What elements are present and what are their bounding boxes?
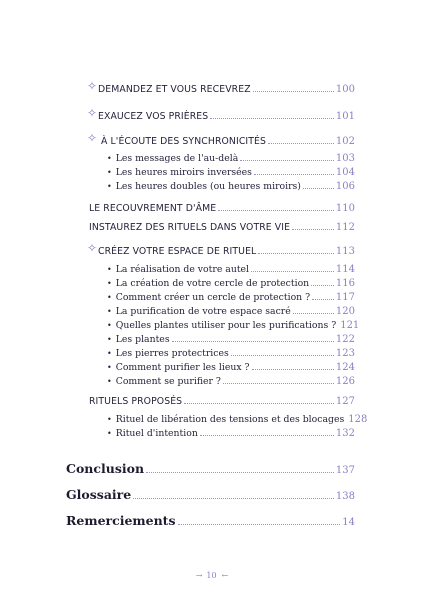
toc-subentry[interactable] (107, 292, 355, 303)
toc-entry-label: RITUELS PROPOSÉS (89, 396, 183, 407)
leader-dots (218, 209, 334, 211)
toc-entry-label: Rituel d'intention (115, 428, 198, 439)
toc-entry-label: DEMANDEZ ET VOUS RECEVREZ (98, 84, 251, 95)
toc-subentry[interactable] (107, 306, 355, 317)
toc-subentry[interactable] (107, 181, 355, 192)
toc-subentry[interactable] (107, 153, 355, 164)
leader-dots (240, 159, 334, 161)
toc-entry-label: LE RECOUVREMENT D'ÂME (89, 203, 217, 214)
toc-entry-page: 137 (335, 465, 355, 476)
toc-entry-label: Les plantes (115, 334, 170, 345)
toc-subentry[interactable] (107, 167, 355, 178)
toc-entry-demandez[interactable] (98, 84, 355, 95)
bullet-icon: • (107, 307, 112, 316)
toc-entry-label: EXAUCEZ VOS PRIÈRES (98, 111, 209, 122)
bullet-icon: • (107, 349, 112, 358)
toc-entry-label: Les messages de l'au-delà (115, 153, 239, 164)
leader-dots (311, 284, 334, 286)
leader-dots (223, 382, 334, 384)
bullet-icon: • (107, 377, 112, 386)
page-number: 10 (206, 571, 217, 580)
sparkle-icon: ✧ (87, 79, 98, 93)
leader-dots (252, 368, 334, 370)
toc-entry-page: 104 (335, 167, 355, 178)
toc-entry-label: Comment créer un cercle de protection ? (115, 292, 311, 303)
toc-entry-label: Glossaire (66, 487, 132, 502)
toc-subentry[interactable] (107, 320, 360, 331)
toc-entry-label: Les heures doubles (ou heures miroirs) (115, 181, 301, 192)
bullet-icon: • (107, 415, 112, 424)
toc-entry-label: La création de votre cercle de protection (115, 278, 310, 289)
toc-subentry[interactable] (107, 414, 368, 425)
toc-entry-page: 117 (335, 292, 355, 303)
leader-dots (258, 252, 334, 254)
toc-subentry[interactable] (107, 348, 355, 359)
toc-entry-synchronicites[interactable] (101, 136, 355, 147)
toc-subentry[interactable] (107, 362, 355, 373)
leader-dots (231, 354, 334, 356)
toc-entry-label: Les heures miroirs inversées (115, 167, 252, 178)
toc-entry-page: 123 (335, 348, 355, 359)
leader-dots (268, 142, 334, 144)
toc-subentry[interactable] (107, 334, 355, 345)
toc-subentry[interactable] (107, 278, 355, 289)
toc-entry-creez[interactable] (98, 246, 355, 257)
toc-entry-page: 116 (335, 278, 355, 289)
toc-entry-page: 138 (335, 491, 355, 502)
leader-dots (312, 298, 334, 300)
toc-subentry[interactable] (107, 264, 355, 275)
toc-entry-label: Rituel de libération des tensions et des blocages (115, 414, 345, 425)
toc-entry-label: CRÉEZ VOTRE ESPACE DE RITUEL (98, 246, 257, 257)
bullet-icon: • (107, 335, 112, 344)
leader-dots (251, 270, 334, 272)
toc-entry-label: Comment se purifier ? (115, 376, 221, 387)
sparkle-icon: ✧ (87, 106, 98, 120)
bullet-icon: • (107, 182, 112, 191)
bullet-icon: • (107, 363, 112, 372)
leader-dots (303, 187, 334, 189)
toc-entry-instaurez[interactable] (89, 222, 355, 233)
sparkle-icon: ✧ (87, 241, 98, 255)
toc-entry-page: 110 (335, 203, 355, 214)
toc-entry-conclusion[interactable] (66, 461, 355, 476)
toc-entry-page: 122 (335, 334, 355, 345)
bullet-icon: • (107, 168, 112, 177)
leader-dots (133, 497, 334, 499)
toc-entry-label: Comment purifier les lieux ? (115, 362, 250, 373)
bullet-icon: • (107, 154, 112, 163)
bullet-icon: • (107, 293, 112, 302)
toc-entry-page: 101 (335, 111, 355, 122)
toc-entry-label: La réalisation de votre autel (115, 264, 250, 275)
toc-entry-page: 121 (340, 320, 360, 331)
toc-entry-page: 102 (335, 136, 355, 147)
toc-entry-rituels-proposes[interactable] (89, 396, 355, 407)
toc-entry-label: Quelles plantes utiliser pour les purifications ? (115, 320, 337, 331)
toc-subentry[interactable] (107, 376, 355, 387)
bullet-icon: • (107, 279, 112, 288)
arrow-left-icon: ← (221, 571, 228, 580)
toc-entry-label: INSTAUREZ DES RITUELS DANS VOTRE VIE (89, 222, 291, 233)
bullet-icon: • (107, 429, 112, 438)
toc-entry-page: 112 (335, 222, 355, 233)
arrow-right-icon: → (195, 571, 202, 580)
leader-dots (184, 402, 334, 404)
bullet-icon: • (107, 265, 112, 274)
leader-dots (254, 173, 334, 175)
toc-entry-page: 103 (335, 153, 355, 164)
toc-entry-recouvrement[interactable] (89, 203, 355, 214)
leader-dots (172, 340, 334, 342)
leader-dots (253, 90, 334, 92)
toc-entry-remerciements[interactable] (66, 513, 355, 528)
toc-entry-page: 126 (335, 376, 355, 387)
toc-entry-page: 127 (335, 396, 355, 407)
sparkle-icon: ✧ (87, 131, 98, 145)
toc-entry-label: À L'ÉCOUTE DES SYNCHRONICITÉS (101, 136, 267, 147)
toc-entry-label: Les pierres protectrices (115, 348, 229, 359)
leader-dots (200, 434, 334, 436)
toc-entry-page: 113 (335, 246, 355, 257)
leader-dots (292, 228, 334, 230)
toc-entry-label: La purification de votre espace sacré (115, 306, 291, 317)
leader-dots (293, 312, 334, 314)
toc-entry-page: 100 (335, 84, 355, 95)
toc-entry-page: 124 (335, 362, 355, 373)
toc-entry-page: 14 (342, 517, 355, 528)
toc-entry-page: 132 (335, 428, 355, 439)
toc-entry-page: 128 (348, 414, 368, 425)
toc-entry-page: 106 (335, 181, 355, 192)
leader-dots (210, 117, 334, 119)
toc-entry-page: 114 (335, 264, 355, 275)
leader-dots (178, 523, 341, 525)
toc-entry-page: 120 (335, 306, 355, 317)
toc-subentry[interactable] (107, 428, 355, 439)
toc-entry-label: Remerciements (66, 513, 176, 528)
toc-entry-label: Conclusion (66, 461, 145, 476)
page-footer (0, 571, 423, 580)
leader-dots (146, 471, 334, 473)
toc-entry-glossaire[interactable] (66, 487, 355, 502)
bullet-icon: • (107, 321, 112, 330)
toc-entry-exaucez[interactable] (98, 111, 355, 122)
